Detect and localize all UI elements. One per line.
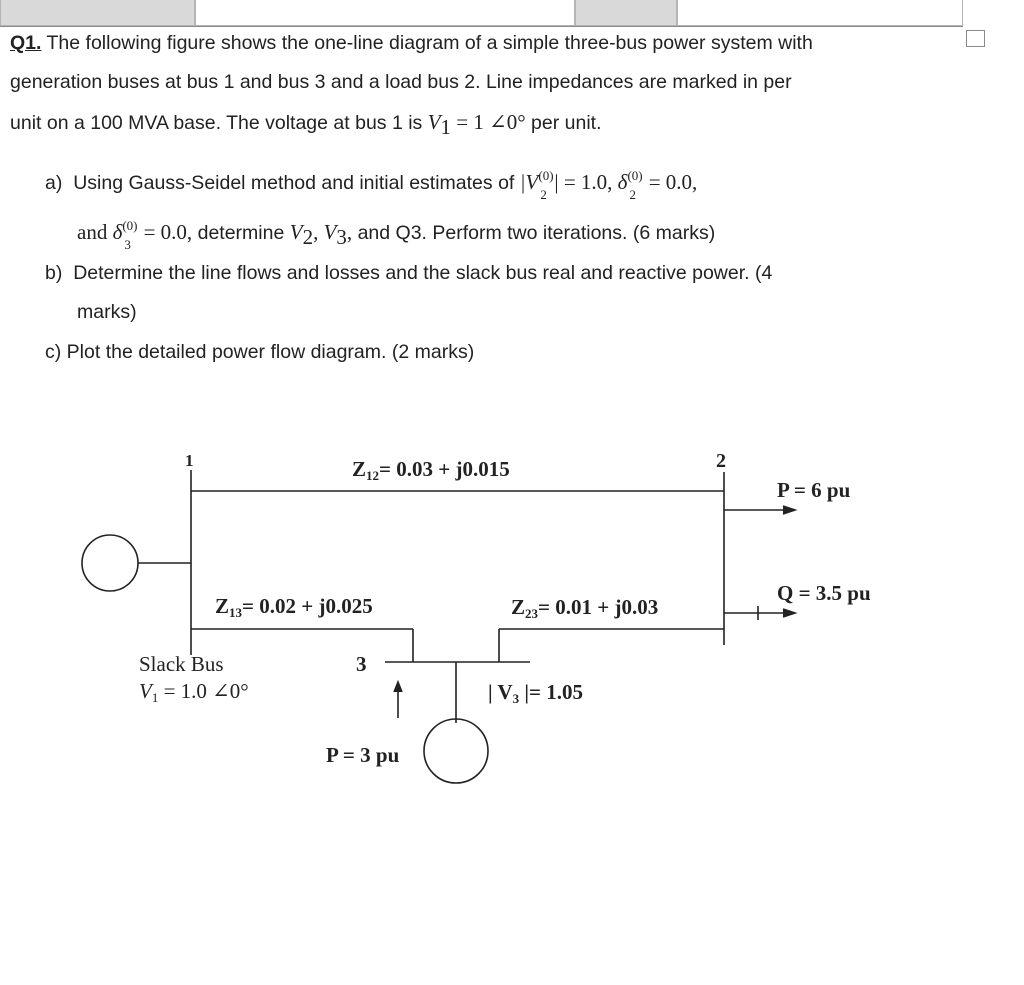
v2-initial-value: = 1.0, bbox=[558, 170, 618, 194]
delta2-superscript: (0) bbox=[627, 168, 643, 183]
z23-subscript: 23 bbox=[525, 606, 539, 621]
slack-bus-title: Slack Bus bbox=[139, 652, 224, 676]
z12-value: = 0.03 + j0.015 bbox=[379, 457, 510, 481]
part-c-text-1: Plot the detailed power flow diagram. (2 marks) bbox=[66, 341, 475, 363]
p-load-arrowhead bbox=[783, 506, 795, 514]
delta3-symbol: δ bbox=[112, 220, 123, 244]
z12-symbol: Z bbox=[352, 457, 367, 481]
p-gen3-arrowhead bbox=[394, 682, 402, 692]
v2-abs-close: | bbox=[554, 170, 559, 194]
generator-3-icon bbox=[424, 719, 488, 783]
comma-2: , bbox=[346, 220, 353, 244]
v3-mag-pre: | V bbox=[488, 680, 513, 704]
bus-1-label: 1 bbox=[185, 451, 194, 470]
delta3-superscript: (0) bbox=[122, 218, 138, 233]
part-a-text-2-post: and Q3. Perform two iterations. (6 marks) bbox=[352, 222, 716, 244]
part-a-text-2-pre: determine bbox=[192, 222, 290, 244]
slack-v-symbol: V bbox=[139, 679, 152, 703]
slack-v-value: = 1.0 ∠0° bbox=[158, 679, 249, 703]
question-text-3-pre: unit on a 100 MVA base. The voltage at bus 1 is bbox=[10, 112, 428, 134]
part-a-text-1: Using Gauss-Seidel method and initial estimates of bbox=[73, 172, 520, 194]
part-b-text-2: marks) bbox=[77, 301, 137, 323]
v2-subscript: 2 bbox=[540, 187, 547, 202]
v1-subscript: 1 bbox=[440, 114, 452, 139]
p-load-label: P = 6 pu bbox=[777, 478, 851, 502]
v2-unknown: V bbox=[289, 220, 303, 244]
z13-symbol: Z bbox=[215, 594, 230, 618]
q-load-label: Q = 3.5 pu bbox=[777, 581, 871, 605]
z12-label bbox=[352, 457, 510, 483]
delta3-subscript: 3 bbox=[124, 237, 131, 252]
v2-superscript: (0) bbox=[538, 168, 554, 183]
v2-abs-open: |V bbox=[519, 170, 539, 194]
v3-unknown-subscript: 3 bbox=[336, 224, 347, 249]
question-text-2: generation buses at bus 1 and bus 3 and a load bus 2. Line impedances are marked in per bbox=[10, 71, 792, 93]
bus-2-label: 2 bbox=[716, 450, 726, 472]
z23-label bbox=[511, 595, 658, 621]
v3-magnitude-label bbox=[488, 680, 583, 706]
v1-angle: ∠0° bbox=[489, 110, 526, 134]
bus-3-label: 3 bbox=[356, 652, 367, 676]
part-a-label: a) bbox=[45, 172, 63, 194]
question-text-3-post: per unit. bbox=[525, 112, 602, 134]
part-b-label: b) bbox=[45, 262, 63, 284]
p-gen3-label: P = 3 pu bbox=[326, 743, 400, 767]
q-load-arrowhead bbox=[783, 609, 795, 617]
z12-subscript: 12 bbox=[366, 468, 380, 483]
part-b-text-1: Determine the line flows and losses and the slack bus real and reactive power. (4 bbox=[73, 262, 773, 284]
and-word: and bbox=[77, 220, 113, 244]
part-c-label: c) bbox=[45, 341, 62, 363]
delta2-symbol: δ bbox=[617, 170, 628, 194]
z13-value: = 0.02 + j0.025 bbox=[242, 594, 373, 618]
v1-equals: = 1 bbox=[451, 110, 490, 134]
generator-1-icon bbox=[82, 535, 138, 591]
slack-v-subscript: 1 bbox=[151, 690, 159, 705]
delta2-subscript: 2 bbox=[629, 187, 636, 202]
z13-label bbox=[215, 594, 373, 620]
v3-mag-subscript: 3 bbox=[512, 691, 520, 706]
question-label: Q1. bbox=[10, 32, 42, 54]
v3-mag-value: |= 1.05 bbox=[519, 680, 584, 704]
z13-subscript: 13 bbox=[229, 605, 243, 620]
delta2-initial-value: = 0.0, bbox=[643, 170, 698, 194]
slack-bus-voltage bbox=[139, 679, 249, 705]
delta3-initial-value: = 0.0, bbox=[138, 220, 193, 244]
comma-1: , bbox=[313, 220, 324, 244]
v3-unknown: V bbox=[323, 220, 337, 244]
z23-value: = 0.01 + j0.03 bbox=[538, 595, 659, 619]
question-text-1: The following figure shows the one-line diagram of a simple three-bus power system with bbox=[46, 32, 813, 54]
v1-symbol: V bbox=[427, 110, 441, 134]
v2-unknown-subscript: 2 bbox=[302, 224, 314, 249]
z23-symbol: Z bbox=[511, 595, 526, 619]
